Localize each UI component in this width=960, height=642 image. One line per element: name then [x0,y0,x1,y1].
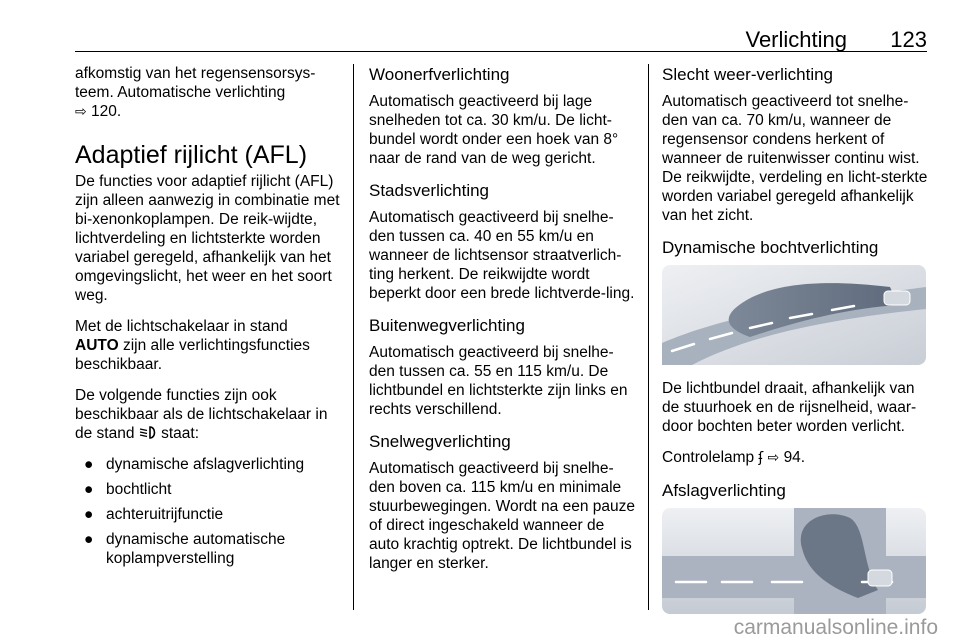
page-reference-link[interactable]: 120. [91,103,122,120]
heading-afslagverlichting: Afslagverlichting [662,481,786,500]
header-rule [75,51,927,52]
heading-slecht-weer: Slecht weer-verlichting [662,65,834,84]
intro-text: afkomstig van het regensensorsys- teem. Automatische verlichting ⇨ 120. [75,65,316,120]
watermark: carmanualsonline.info [733,616,938,639]
control-lamp-text: Controlelamp ʄ ⇨ 94. [662,449,806,466]
afl-warning-lamp-icon: ʄ [758,450,764,466]
heading-stad: Stadsverlichting [369,181,490,200]
afl-function-list [75,455,343,568]
bullet-icon: ● [84,506,94,523]
list-item: ● dynamische automatische koplampverstelling [84,531,286,567]
section-heading-afl: Adaptief rijlicht (AFL) [75,141,308,169]
text-stad: Automatisch geactiveerd bij snelhe-den tussen ca. 40 en 55 km/u en wanneer de lichtsensor straatverlich-ting herkent. De reikwijdte wordt beperkt door een brede lichtverde-ling. [369,209,635,302]
cornering-light-illustration [662,265,926,365]
reference-arrow-icon: ⇨ [75,104,87,120]
text-buitenweg: Automatisch geactiveerd bij snelhe-den tussen ca. 55 en 115 km/u. De lichtbundel en lichtsterkte zijn links en rechts verschillend. [369,344,628,418]
bullet-icon: ● [84,456,94,473]
heading-snelweg: Snelwegverlichting [369,432,511,451]
text-bochtverlichting: De lichtbundel draait, afhankelijk van de stuurhoek en de rijsnelheid, waar-door bochten beter worden verlicht. [662,380,917,435]
list-item: ● bochtlicht [84,481,172,498]
column-2 [369,64,637,585]
page-reference-link[interactable]: 94. [783,449,806,466]
text-woonerf: Automatisch geactiveerd bij lage snelheden tot ca. 30 km/u. De licht-bundel wordt onder een hoek van 8° naar de rand van de weg gericht. [369,93,619,167]
text-snelweg: Automatisch geactiveerd bij snelhe-den boven ca. 115 km/u en minimale stuurbewegingen. Wordt na een pauze of direct ingeschakeld wanneer de auto krachtig optrekt. De lichtbundel is langer en sterker. [369,460,635,572]
low-beam-text: De volgende functies zijn ook beschikbaar als de lichtschakelaar in de stand staat: [75,387,328,442]
list-item: ● dynamische afslagverlichting [84,456,305,473]
auto-mode-text: Met de lichtschakelaar in stand AUTO zijn alle verlichtingsfuncties beschikbaar. [75,318,310,373]
bullet-icon: ● [84,531,94,548]
auto-label: AUTO [75,337,119,354]
afl-description: De functies voor adaptief rijlicht (AFL) zijn alleen aanwezig in combinatie met bi-xenonkoplampen. De reik-wijdte, lichtverdeling en lichtsterkte worden variabel geregeld, afhankelijk van het omgevingslicht, het weer en het soort weg. [75,173,340,304]
column-1 [75,64,343,574]
column-divider [353,64,354,610]
text-slecht-weer: Automatisch geactiveerd tot snelhe-den van ca. 70 km/u, wanneer de regensensor condens herkent of wanneer de ruitenwisser continu wist. De reikwijdte, verdeling en licht-sterkte worden variabel geregeld afhankelijk van het zicht. [662,93,928,224]
column-3 [662,64,930,628]
page-header [75,27,927,51]
turn-light-illustration [662,508,926,614]
heading-buitenweg: Buitenwegverlichting [369,316,525,335]
page-section-title: Verlichting [745,27,847,52]
list-item: ● achteruitrijfunctie [84,506,224,523]
column-divider [648,64,649,610]
low-beam-icon [139,425,157,442]
heading-woonerf: Woonerfverlichting [369,65,510,84]
page-number: 123 [890,27,927,52]
bullet-icon: ● [84,481,94,498]
reference-arrow-icon: ⇨ [767,450,780,466]
heading-bochtverlichting: Dynamische bochtverlichting [662,238,879,257]
